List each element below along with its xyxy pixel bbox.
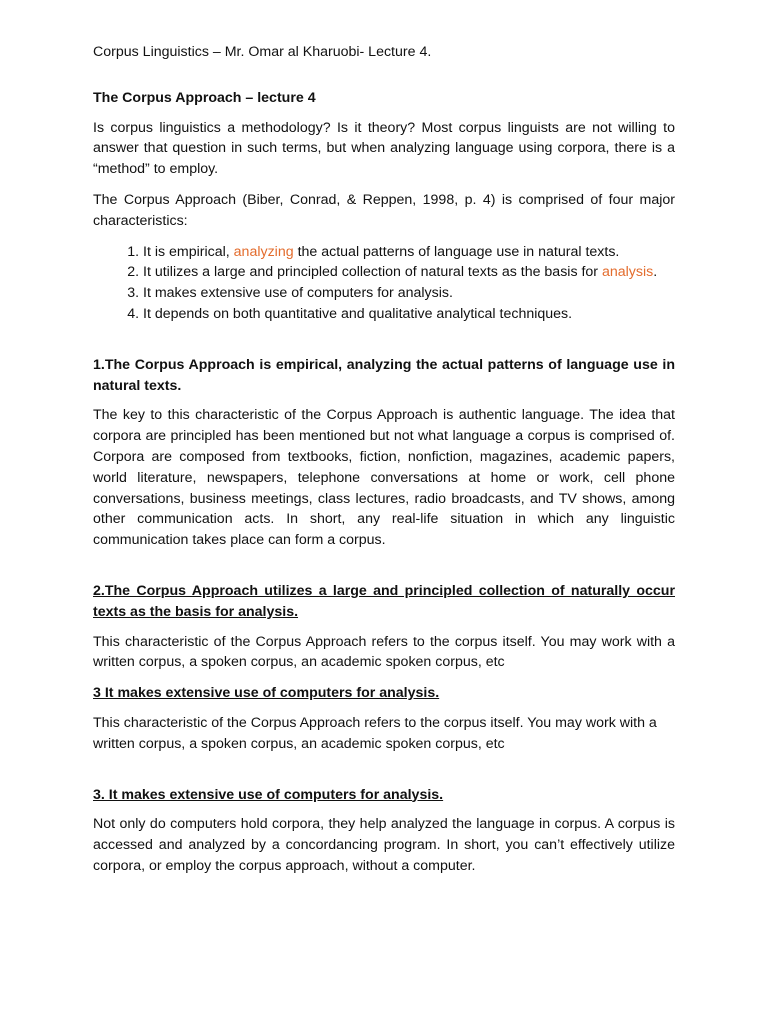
- list-item: 3. It makes extensive use of computers for analysis.: [143, 283, 675, 304]
- section-3a-body: This characteristic of the Corpus Approach refers to the corpus itself. You may work with a written corpus, a spoken corpus, an academic spoken corpus, etc: [93, 714, 657, 752]
- document-header: Corpus Linguistics – Mr. Omar al Kharuobi- Lecture 4.: [93, 44, 432, 60]
- list-item-text: the actual patterns of language use in natural texts.: [293, 243, 620, 260]
- section-1-body: The key to this characteristic of the Corpus Approach is authentic language. The idea that corpora are principled has been mentioned but not what language a corpus is comprised of. Corpora are composed from textbooks, fiction, nonfiction, magazines, academic papers, world literature, newspapers, telephone conversations at home or work, cell phone conversations, business meetings, class lectures, radio broadcasts, and TV shows, among other communication acts. In short, any real-life situation in which any linguistic communication takes place can form a corpus.: [93, 407, 675, 549]
- section-2-heading: 2.The Corpus Approach utilizes a large and principled collection of naturally occur texts as the basis for analysis.: [93, 582, 675, 620]
- list-item-text: It utilizes a large and principled collection of natural texts as the basis for: [143, 264, 602, 281]
- intro-paragraph-2: The Corpus Approach (Biber, Conrad, & Reppen, 1998, p. 4) is comprised of four major characteristics:: [93, 191, 675, 229]
- list-item-text: It is empirical,: [143, 243, 234, 260]
- intro-paragraph-1: Is corpus linguistics a methodology? Is it theory? Most corpus linguists are not willing to answer that question in such terms, but when analyzing language using corpora, there is a “method” to employ.: [93, 119, 675, 178]
- spacer: [93, 765, 675, 785]
- list-item: [143, 242, 675, 263]
- document-title: The Corpus Approach – lecture 4: [93, 89, 316, 106]
- spacer: [93, 561, 675, 581]
- section-2-body: This characteristic of the Corpus Approach refers to the corpus itself. You may work with a written corpus, a spoken corpus, an academic spoken corpus, etc: [93, 633, 675, 671]
- highlighted-word: analyzing: [233, 243, 294, 260]
- list-item-text: .: [653, 264, 658, 281]
- list-item: [143, 262, 675, 283]
- section-1-heading: 1.The Corpus Approach is empirical, analyzing the actual patterns of language use in natural texts.: [93, 356, 675, 394]
- list-item: 4. It depends on both quantitative and qualitative analytical techniques.: [143, 304, 675, 325]
- section-3b-body: Not only do computers hold corpora, they help analyzed the language in corpus. A corpus is accessed and analyzed by a concordancing program. In short, you can’t effectively utilize corpora, or employ the corpus approach, without a computer.: [93, 816, 675, 874]
- section-3a-heading: 3 It makes extensive use of computers for analysis.: [93, 685, 440, 702]
- section-3b-heading: 3. It makes extensive use of computers for analysis.: [93, 786, 444, 803]
- characteristics-list: [93, 242, 675, 325]
- highlighted-word: analysis: [601, 264, 654, 281]
